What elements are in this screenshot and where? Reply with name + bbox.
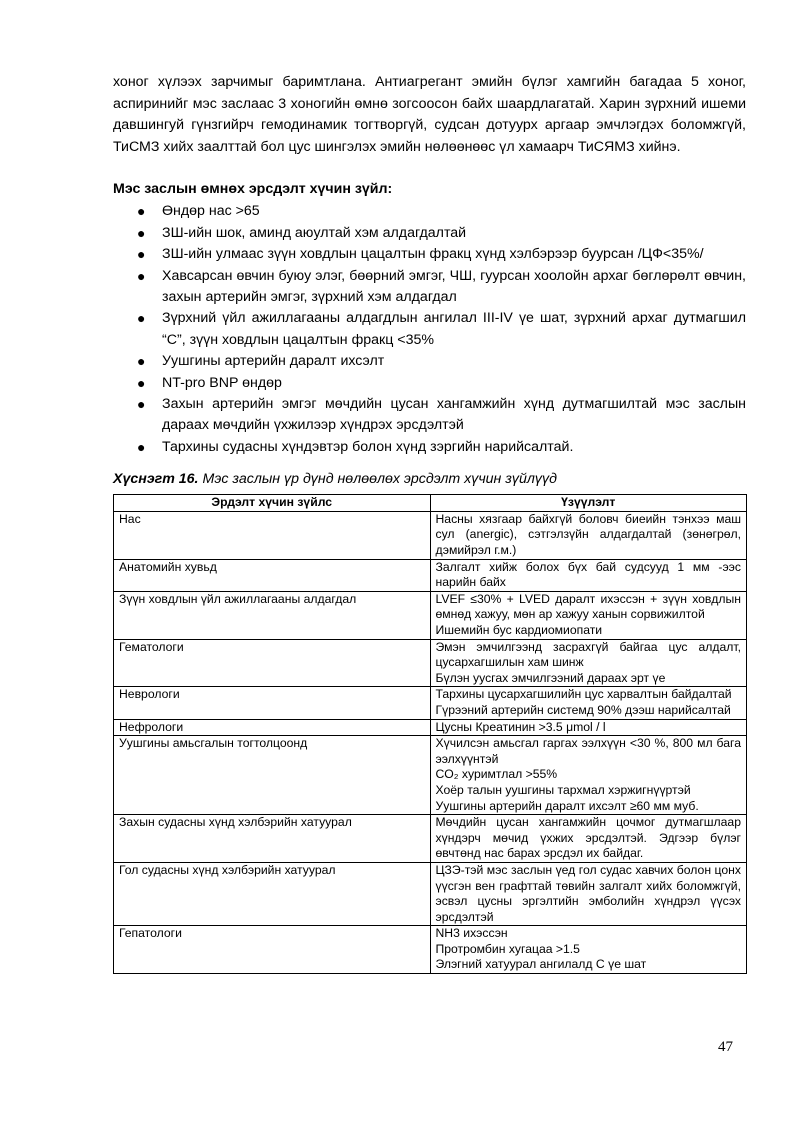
risk-factor-list — [113, 201, 746, 458]
factor-cell: Гепатологи — [114, 926, 431, 974]
list-item: ● Өндөр нас >65 — [113, 201, 746, 222]
indicator-cell: LVEF ≤30% + LVED даралт ихэссэн + зүүн ховдлын өмнөд хажуу, мөн ар хажуу ханын сорвижилтой Ишемийн бус кардиомиопати — [430, 591, 747, 639]
risk-factors-heading: Мэс заслын өмнөх эрсдэлт хүчин зүйл: — [113, 181, 393, 198]
indicator-cell: Хүчилсэн амьсгал гаргах ээлхүүн <30 %, 800 мл бага ээлхүүнтэй CO₂ хуримтлал >55% Хоёр талын уушгины тархмал хэржигнүүртэй Уушгины артерийн даралт ихсэлт ≥60 мм муб. — [430, 736, 747, 815]
list-item: ● Уушгины артерийн даралт ихсэлт — [113, 351, 746, 372]
bullet-icon: ● — [137, 224, 146, 241]
table-row — [114, 862, 747, 925]
factor-cell: Неврологи — [114, 687, 431, 719]
bullet-icon: ● — [137, 396, 146, 413]
table-row — [114, 687, 747, 719]
indicator-cell: Эмэн эмчилгээнд засрахгүй байгаа цус алдалт, цусархагшилын хам шинж Бүлэн уусгах эмчилгээний дараах эрт үе — [430, 639, 747, 687]
table-number: Хүснэгт 16. — [113, 471, 199, 488]
factor-cell: Нефрологи — [114, 719, 431, 736]
list-item: ● Хавсарсан өвчин буюу элэг, бөөрний эмгэг, ЧШ, гуурсан хоолойн архаг бөглөрөлт өвчин, захын артерийн эмгэг, зүрхний хэм алдагдал — [137, 267, 746, 305]
indicator-cell: Насны хязгаар байхгүй боловч биеийн тэнхээ маш сул (anergic), сэтгэлзүйн алдагдалтай (зөнөгрөл, дэмийрэл г.м.) — [430, 511, 747, 559]
table-row — [114, 815, 747, 863]
table-header-row — [114, 495, 747, 512]
page-number: 47 — [718, 1039, 733, 1055]
risk-table — [113, 494, 747, 974]
bullet-icon: ● — [137, 438, 146, 455]
factor-cell: Анатомийн хувьд — [114, 559, 431, 591]
list-item: ● NT-pro BNP өндөр — [113, 373, 746, 394]
table-row — [114, 719, 747, 736]
bullet-icon: ● — [137, 374, 146, 391]
table-row — [114, 736, 747, 815]
bullet-icon: ● — [137, 353, 146, 370]
factor-cell: Захын судасны хүнд хэлбэрийн хатуурал — [114, 815, 431, 863]
table-caption — [113, 469, 746, 489]
list-item: ● Захын артерийн эмгэг мөчдийн цусан хангамжийн хүнд дутмагшилтай мэс заслын дараах мөчдийн үхжилээр хүндрэх эрсдэлтэй — [137, 396, 746, 434]
table-title: Мэс заслын үр дүнд нөлөөлөх эрсдэлт хүчин зүйлүүд — [198, 471, 557, 488]
indicator-cell: Мөчдийн цусан хангамжийн цочмог дутмагшлаар хүндэрч мөчид үхжих эрсдэлтэй. Эдгээр бүлэг өвчтөнд нас барах эрсдэл их байдаг. — [430, 815, 747, 863]
list-item: ● ЗШ-ийн шок, аминд аюултай хэм алдагдалтай — [113, 223, 746, 244]
intro-paragraph: хоног хүлээх зарчимыг баримтлана. Антиагрегант эмийн бүлэг хамгийн багадаа 5 хоног, аспиринийг мэс заслаас 3 хоногийн өмнө зогсоосон байх шаардлагатай. Харин зүрхний ишеми давшингуй гүнзгийрч гемодинамик тогтворгүй, судсан дотуурх аргаар эмчлэгдэх боломжгүй, ТиСМЗ хийх заалттай бол цус шингэлэх эмийн нөлөөнөөс үл хамаарч ТиСЯМЗ хийнэ. — [113, 74, 746, 155]
bullet-icon: ● — [137, 246, 146, 263]
table-row — [114, 559, 747, 591]
column-header-indicator: Үзүүлэлт — [430, 495, 747, 512]
factor-cell: Гематологи — [114, 639, 431, 687]
factor-cell: Нас — [114, 511, 431, 559]
factor-cell: Зүүн ховдлын үйл ажиллагааны алдагдал — [114, 591, 431, 639]
document-page — [113, 72, 746, 974]
indicator-cell: Залгалт хийж болох бүх бай судсууд 1 мм -ээс нарийн байх — [430, 559, 747, 591]
table-row — [114, 511, 747, 559]
indicator-cell: Цусны Креатинин >3.5 μmol / l — [430, 719, 747, 736]
bullet-icon: ● — [137, 267, 146, 284]
table-row — [114, 591, 747, 639]
list-item: ● Зүрхний үйл ажиллагааны алдагдлын ангилал III-IV үе шат, зүрхний архаг дутмагшил “C”, зүүн ховдлын цацалтын фракц <35% — [137, 310, 746, 348]
factor-cell: Гол судасны хүнд хэлбэрийн хатуурал — [114, 862, 431, 925]
bullet-icon: ● — [137, 203, 146, 220]
column-header-factor: Эрдэлт хүчин зүйлс — [114, 495, 431, 512]
indicator-cell: Тархины цусархагшилийн цус харвалтын байдалтай Гүрээний артерийн системд 90% дээш нарийсалтай — [430, 687, 747, 719]
indicator-cell: NH3 ихэссэн Протромбин хугацаа >1.5 Элэгний хатуурал ангилалд C үе шат — [430, 926, 747, 974]
list-item: ● ЗШ-ийн улмаас зүүн ховдлын цацалтын фракц хүнд хэлбэрээр буурсан /ЦФ<35%/ — [113, 244, 746, 265]
list-item: ● Тархины судасны хүндэвтэр болон хүнд зэргийн нарийсалтай. — [113, 437, 746, 458]
table-row — [114, 639, 747, 687]
table-row — [114, 926, 747, 974]
bullet-icon: ● — [137, 310, 146, 327]
indicator-cell: ЦЗЭ-тэй мэс заслын үед гол судас хавчих болон цонх үүсгэн вен графттай төвийн залгалт хийх боломжгүй, эсвэл цусны эргэлтийн эмболийн хүндрэл үүсэх эрсдэлтэй — [430, 862, 747, 925]
factor-cell: Уушгины амьсгалын тогтолцоонд — [114, 736, 431, 815]
